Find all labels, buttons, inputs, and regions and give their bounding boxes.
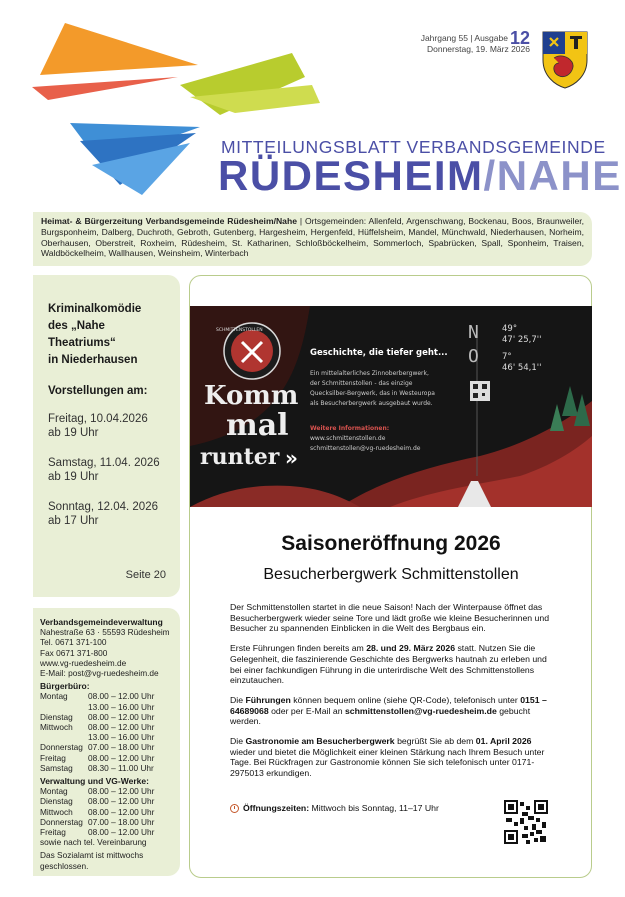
hours-time: 07.00 – 18.00 Uhr (88, 742, 155, 753)
theatre-date-time: ab 19 Uhr (48, 426, 99, 439)
strip-lead: Heimat- & Bürgerzeitung Verbandsgemeinde Rüdesheim/Nahe (41, 216, 297, 226)
theatre-date (48, 457, 174, 484)
hours-time: 13.00 – 16.00 Uhr (88, 732, 155, 743)
opening-hours-value: Mittwoch bis Sonntag, 11–17 Uhr (309, 803, 439, 813)
admin-web: www.vg-ruedesheim.de (40, 657, 127, 668)
p2-dates: 28. und 29. März 2026 (366, 643, 456, 654)
theatre-date (48, 413, 174, 440)
banner-info (310, 424, 420, 454)
theatre-box (33, 275, 180, 597)
banner-coord-north (502, 324, 541, 346)
hours-day: Donnerstag (40, 816, 83, 827)
opening-hours-label: Öffnungszeiten: (243, 803, 310, 813)
banner-desc-line: Quecksilber-Bergwerk, das in Westeuropa (310, 390, 435, 397)
strip-municipalities: | Ortsgemeinden: Allenfeld, Argenschwang, Bockenau, Boos, Braunweiler, Burgsponheim, Dalberg, Duchroth, Gebroth, Gutenberg, Hargesheim, Hergenfeld, Hüffelsheim, Mandel, Münchwald, Niederhausen, Norheim, Oberhausen, Oberstreit, Roxheim, Rüdesheim, St. Katharinen, Schloßböckelheim, Sommerloch, Spabrücken, Spall, Sponheim, Traisen, Waldböckelheim, Wallhausen, Weinsheim, Winterbach (41, 216, 584, 259)
page-reference: Seite 20 (125, 569, 166, 581)
theatre-date-time: ab 17 Uhr (48, 514, 99, 527)
p3-text: Die (230, 694, 246, 705)
coord-n1: 49° (502, 324, 518, 334)
hours-time: 08.00 – 12.00 Uhr (88, 827, 155, 838)
hours-day: Freitag (40, 752, 66, 763)
chevron-right-icon: » (285, 446, 298, 470)
banner-coord-east (502, 352, 541, 374)
banner-headline-3: runter (200, 444, 280, 470)
p3-text: können bequem online (siehe QR-Code), telefonisch unter (290, 694, 521, 705)
banner-info-title: Weitere Informationen: (310, 425, 390, 432)
masthead-subtitle: MITTEILUNGSBLATT VERBANDSGEMEINDE (221, 137, 606, 157)
issue-number: 12 (509, 28, 530, 48)
masthead-ruedesheim: RÜDESHEIM (218, 152, 484, 199)
p3-email: schmittenstollen@vg-ruedesheim.de (344, 705, 497, 716)
coord-n2: 47' 25,7'' (502, 335, 542, 345)
hours-day: Donnerstag (40, 742, 83, 753)
banner-headline-1: Komm (204, 381, 299, 411)
ad-paragraph-4 (230, 736, 556, 779)
p4-date: 01. April 2026 (475, 736, 532, 747)
issue-info (370, 28, 530, 55)
hours-day (40, 702, 88, 712)
admin-fax: Fax 0671 371-800 (40, 647, 108, 658)
masthead-slash: / (483, 152, 497, 199)
banner-info-mail: schmittenstollen@vg-ruedesheim.de (310, 445, 421, 452)
hours-time: 08.30 – 11.00 Uhr (88, 762, 154, 773)
hours-day (40, 732, 88, 742)
hours-time: 08.00 – 12.00 Uhr (88, 796, 155, 807)
banner-east-letter: O (468, 346, 479, 367)
p2-text: statt. Nutzen Sie die Gelegenheit, die faszinierende Geschichte des Bergwerks hautnah zu erleben und bei einer fachkundigen Führung in die unterirdische Welt des Schmittenstollens einzutauchen. (230, 643, 547, 686)
hours-day: Montag (40, 691, 68, 702)
banner-description (310, 369, 435, 409)
admin-email: E-Mail: post@vg-ruedesheim.de (40, 668, 159, 679)
theatre-date-day: Freitag, 10.04.2026 (48, 413, 148, 425)
admin-tel: Tel. 0671 371-100 (40, 637, 107, 648)
theatre-title-3: in Niederhausen (48, 354, 138, 366)
verwaltung-title: Verwaltung und VG-Werke: (40, 776, 149, 787)
theatre-subtitle: Vorstellungen am: (48, 385, 148, 397)
ad-title: Saisoneröffnung 2026 (281, 532, 501, 555)
admin-extra: sowie nach tel. Vereinbarung (40, 837, 147, 848)
opening-hours (230, 803, 439, 813)
hours-time: 08.00 – 12.00 Uhr (88, 711, 155, 722)
admin-title: Verbandsgemeindeverwaltung (40, 617, 163, 627)
buergerbuero-title: Bürgerbüro: (40, 681, 90, 692)
hours-day: Mittwoch (40, 722, 73, 733)
buergerbuero-hours (40, 691, 176, 773)
admin-address: Nahestraße 63 · 55593 Rüdesheim (40, 627, 170, 638)
banner-desc-line: Ein mittelalterliches Zinnoberbergwerk, (310, 370, 429, 377)
administration-box (33, 608, 180, 876)
issue-line: Jahrgang 55 | Ausgabe (420, 33, 508, 43)
hours-time: 08.00 – 12.00 Uhr (88, 786, 155, 797)
hours-time: 07.00 – 18.00 Uhr (88, 816, 155, 827)
ad-paragraph-1: Der Schmittenstollen startet in die neue Saison! Nach der Winterpause öffnet das Besucherbergwerk wieder seine Tore und lädt große wie kleine Besucherinnen und Besucher zu spannenden Einblicken in die Welt des Bergbaus ein. (230, 602, 550, 634)
banner-badge-text: SCHMITTENSTOLLEN (216, 328, 263, 333)
verwaltung-hours (40, 786, 176, 837)
coat-of-arms-icon (540, 30, 590, 90)
schmittenstollen-banner (190, 306, 592, 507)
ad-paragraph-3 (230, 695, 556, 727)
p3-text: gebucht werden. (230, 705, 531, 727)
hours-day: Montag (40, 786, 68, 797)
hours-day: Dienstag (40, 796, 73, 807)
theatre-date-day: Sonntag, 12.04. 2026 (48, 501, 158, 513)
hours-time: 13.00 – 16.00 Uhr (88, 701, 155, 712)
theatre-date-day: Samstag, 11.04. 2026 (48, 457, 160, 469)
hours-day: Freitag (40, 827, 66, 838)
hours-day: Dienstag (40, 711, 73, 722)
coord-o1: 7° (502, 352, 512, 362)
coord-o2: 46' 54,1'' (502, 363, 542, 373)
p2-text: Erste Führungen finden bereits am (230, 643, 367, 654)
qr-code-icon[interactable] (504, 800, 548, 844)
p4-gastro: Gastronomie am Besucherbergwerk (245, 736, 395, 747)
banner-desc-line: als Besucherbergwerk ausgebaut wurde. (310, 400, 433, 407)
hours-day: Mittwoch (40, 806, 73, 817)
theatre-title-1: Kriminalkomödie (48, 303, 142, 315)
hours-time: 08.00 – 12.00 Uhr (88, 752, 155, 763)
clock-icon (230, 804, 239, 813)
theatre-date (48, 501, 174, 528)
hours-day: Samstag (40, 762, 73, 773)
theatre-date-time: ab 19 Uhr (48, 470, 99, 483)
masthead-nahe: NAHE (496, 152, 622, 199)
ad-paragraph-2 (230, 643, 556, 686)
hours-time: 08.00 – 12.00 Uhr (88, 722, 155, 733)
banner-desc-line: der Schmittenstollen - das einzige (310, 380, 413, 387)
social-office-note: Das Sozialamt ist mittwochs geschlossen. (40, 850, 144, 871)
ad-body (230, 602, 556, 788)
p3-tours: Führungen (245, 694, 291, 705)
ad-subtitle: Besucherbergwerk Schmittenstollen (263, 566, 519, 583)
hours-time: 08.00 – 12.00 Uhr (88, 691, 155, 702)
issue-date: Donnerstag, 19. März 2026 (426, 44, 530, 54)
p3-phone: 0151 – 64689068 (230, 694, 547, 716)
banner-north-letter: N (468, 322, 479, 343)
p4-text: begrüßt Sie ab dem (394, 736, 476, 747)
hours-time: 08.00 – 12.00 Uhr (88, 806, 155, 817)
banner-headline-2: mal (226, 408, 289, 443)
municipalities-strip (33, 212, 592, 266)
p3-text: oder per E-Mail an (268, 705, 345, 716)
p4-text: Die (230, 736, 246, 747)
theatre-title-2: des „Nahe Theatriums“ (48, 320, 116, 349)
banner-info-web: www.schmittenstollen.de (310, 435, 386, 442)
p4-text: wieder und bietet die Möglichkeit einer kleinen Stärkung nach Ihrem Besuch unter Tage. Bei Rückfragen zur Gastronomie können Sie sich telefonisch unter 0171-2975013 erkundigen. (230, 746, 545, 779)
masthead-title (218, 153, 622, 199)
banner-tagline: Geschichte, die tiefer geht... (310, 348, 448, 358)
